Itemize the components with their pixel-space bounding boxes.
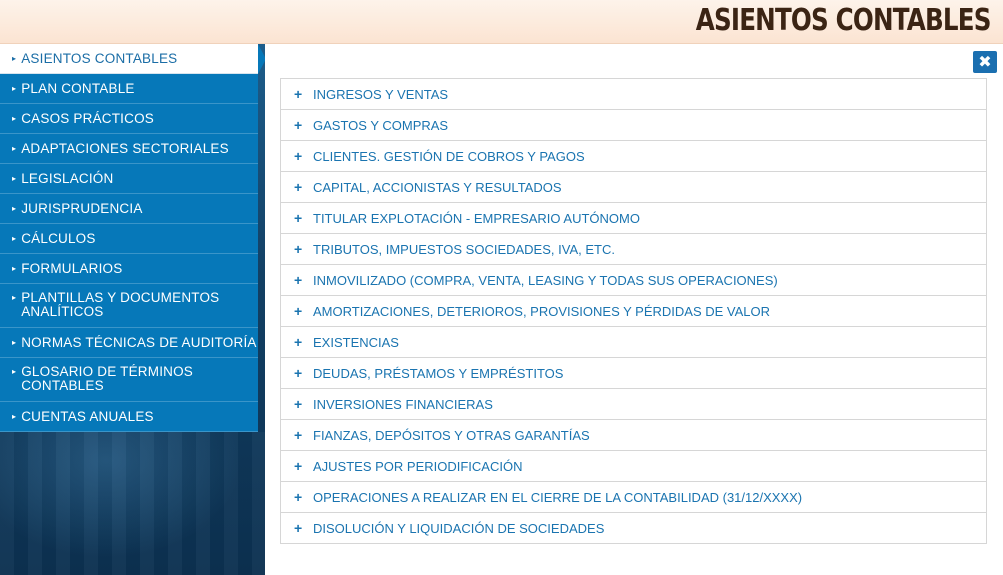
accordion-list bbox=[280, 78, 987, 544]
sidebar-background-image bbox=[0, 432, 265, 575]
bullet-icon: ▸ bbox=[12, 293, 17, 302]
sidebar-item-casos-practicos[interactable] bbox=[0, 104, 258, 134]
sidebar-item-calculos[interactable] bbox=[0, 224, 258, 254]
sidebar bbox=[0, 44, 265, 575]
accordion-item-deudas[interactable] bbox=[281, 358, 986, 389]
sidebar-item-label: FORMULARIOS bbox=[21, 261, 123, 276]
accordion-item-ingresos-ventas[interactable] bbox=[281, 79, 986, 110]
expand-plus-icon: + bbox=[294, 86, 303, 102]
accordion-item-fianzas[interactable] bbox=[281, 420, 986, 451]
sidebar-item-label: LEGISLACIÓN bbox=[21, 171, 114, 186]
sidebar-item-label: JURISPRUDENCIA bbox=[21, 201, 143, 216]
bullet-icon: ▸ bbox=[12, 203, 17, 213]
bullet-icon: ▸ bbox=[12, 367, 17, 376]
close-button[interactable] bbox=[973, 51, 997, 73]
bullet-icon: ▸ bbox=[12, 263, 17, 273]
bullet-icon: ▸ bbox=[12, 143, 17, 153]
expand-plus-icon: + bbox=[294, 272, 303, 288]
accordion-item-label: FIANZAS, DEPÓSITOS Y OTRAS GARANTÍAS bbox=[313, 427, 590, 443]
bullet-icon: ▸ bbox=[12, 53, 17, 63]
sidebar-menu bbox=[0, 44, 258, 432]
accordion-item-label: EXISTENCIAS bbox=[313, 334, 399, 350]
sidebar-item-plantillas-documentos[interactable] bbox=[0, 284, 258, 328]
sidebar-item-label: ADAPTACIONES SECTORIALES bbox=[21, 141, 229, 156]
accordion-item-label: INMOVILIZADO (COMPRA, VENTA, LEASING Y TODAS SUS OPERACIONES) bbox=[313, 272, 778, 288]
sidebar-item-asientos-contables[interactable] bbox=[0, 44, 258, 74]
expand-plus-icon: + bbox=[294, 179, 303, 195]
accordion-item-clientes[interactable] bbox=[281, 141, 986, 172]
accordion-item-tributos[interactable] bbox=[281, 234, 986, 265]
accordion-item-disolucion[interactable] bbox=[281, 513, 986, 544]
sidebar-item-adaptaciones-sectoriales[interactable] bbox=[0, 134, 258, 164]
expand-plus-icon: + bbox=[294, 148, 303, 164]
accordion-item-label: OPERACIONES A REALIZAR EN EL CIERRE DE LA CONTABILIDAD (31/12/XXXX) bbox=[313, 489, 803, 505]
expand-plus-icon: + bbox=[294, 489, 303, 505]
bullet-icon: ▸ bbox=[12, 233, 17, 243]
bullet-icon: ▸ bbox=[12, 83, 17, 93]
accordion-item-inmovilizado[interactable] bbox=[281, 265, 986, 296]
expand-plus-icon: + bbox=[294, 303, 303, 319]
expand-plus-icon: + bbox=[294, 210, 303, 226]
bullet-icon: ▸ bbox=[12, 113, 17, 123]
accordion-item-inversiones[interactable] bbox=[281, 389, 986, 420]
accordion-item-label: CAPITAL, ACCIONISTAS Y RESULTADOS bbox=[313, 179, 562, 195]
accordion-item-ajustes[interactable] bbox=[281, 451, 986, 482]
sidebar-item-cuentas-anuales[interactable] bbox=[0, 402, 258, 432]
accordion-item-label: AJUSTES POR PERIODIFICACIÓN bbox=[313, 458, 523, 474]
expand-plus-icon: + bbox=[294, 365, 303, 381]
accordion-item-titular-explotacion[interactable] bbox=[281, 203, 986, 234]
bullet-icon: ▸ bbox=[12, 337, 17, 347]
accordion-item-label: CLIENTES. GESTIÓN DE COBROS Y PAGOS bbox=[313, 148, 585, 164]
accordion-item-label: DEUDAS, PRÉSTAMOS Y EMPRÉSTITOS bbox=[313, 365, 564, 381]
sidebar-item-normas-tecnicas-auditoria[interactable] bbox=[0, 328, 258, 358]
sidebar-item-label: CÁLCULOS bbox=[21, 231, 96, 246]
expand-plus-icon: + bbox=[294, 117, 303, 133]
expand-plus-icon: + bbox=[294, 520, 303, 536]
sidebar-item-glosario-terminos[interactable] bbox=[0, 358, 258, 402]
expand-plus-icon: + bbox=[294, 241, 303, 257]
sidebar-item-label: PLANTILLAS Y DOCUMENTOS ANALÍTICOS bbox=[21, 290, 220, 319]
sidebar-item-label: CUENTAS ANUALES bbox=[21, 409, 154, 424]
expand-plus-icon: + bbox=[294, 458, 303, 474]
accordion-item-label: TRIBUTOS, IMPUESTOS SOCIEDADES, IVA, ETC. bbox=[313, 241, 615, 257]
accordion-item-label: INVERSIONES FINANCIERAS bbox=[313, 396, 493, 412]
accordion-item-label: INGRESOS Y VENTAS bbox=[313, 86, 449, 102]
accordion-item-existencias[interactable] bbox=[281, 327, 986, 358]
accordion-item-label: GASTOS Y COMPRAS bbox=[313, 117, 449, 133]
sidebar-item-label: NORMAS TÉCNICAS DE AUDITORÍA bbox=[21, 335, 257, 350]
accordion-item-label: DISOLUCIÓN Y LIQUIDACIÓN DE SOCIEDADES bbox=[313, 520, 605, 536]
expand-plus-icon: + bbox=[294, 427, 303, 443]
accordion-item-gastos-compras[interactable] bbox=[281, 110, 986, 141]
bullet-icon: ▸ bbox=[12, 411, 17, 421]
sidebar-item-label: CASOS PRÁCTICOS bbox=[21, 111, 154, 126]
accordion-item-label: TITULAR EXPLOTACIÓN - EMPRESARIO AUTÓNOMO bbox=[313, 210, 640, 226]
accordion-item-capital[interactable] bbox=[281, 172, 986, 203]
accordion-item-operaciones-cierre[interactable] bbox=[281, 482, 986, 513]
sidebar-item-formularios[interactable] bbox=[0, 254, 258, 284]
bullet-icon: ▸ bbox=[12, 173, 17, 183]
sidebar-item-jurisprudencia[interactable] bbox=[0, 194, 258, 224]
page-header bbox=[0, 0, 1003, 44]
sidebar-item-label: PLAN CONTABLE bbox=[21, 81, 135, 96]
sidebar-item-plan-contable[interactable] bbox=[0, 74, 258, 104]
sidebar-item-label: GLOSARIO DE TÉRMINOS CONTABLES bbox=[21, 364, 193, 393]
expand-plus-icon: + bbox=[294, 396, 303, 412]
sidebar-item-legislacion[interactable] bbox=[0, 164, 258, 194]
sidebar-item-label: ASIENTOS CONTABLES bbox=[21, 51, 178, 66]
accordion-item-label: AMORTIZACIONES, DETERIOROS, PROVISIONES Y PÉRDIDAS DE VALOR bbox=[313, 303, 771, 319]
page-title: ASIENTOS CONTABLES bbox=[696, 3, 991, 38]
expand-plus-icon: + bbox=[294, 334, 303, 350]
accordion-item-amortizaciones[interactable] bbox=[281, 296, 986, 327]
close-icon: ✖ bbox=[978, 54, 992, 71]
